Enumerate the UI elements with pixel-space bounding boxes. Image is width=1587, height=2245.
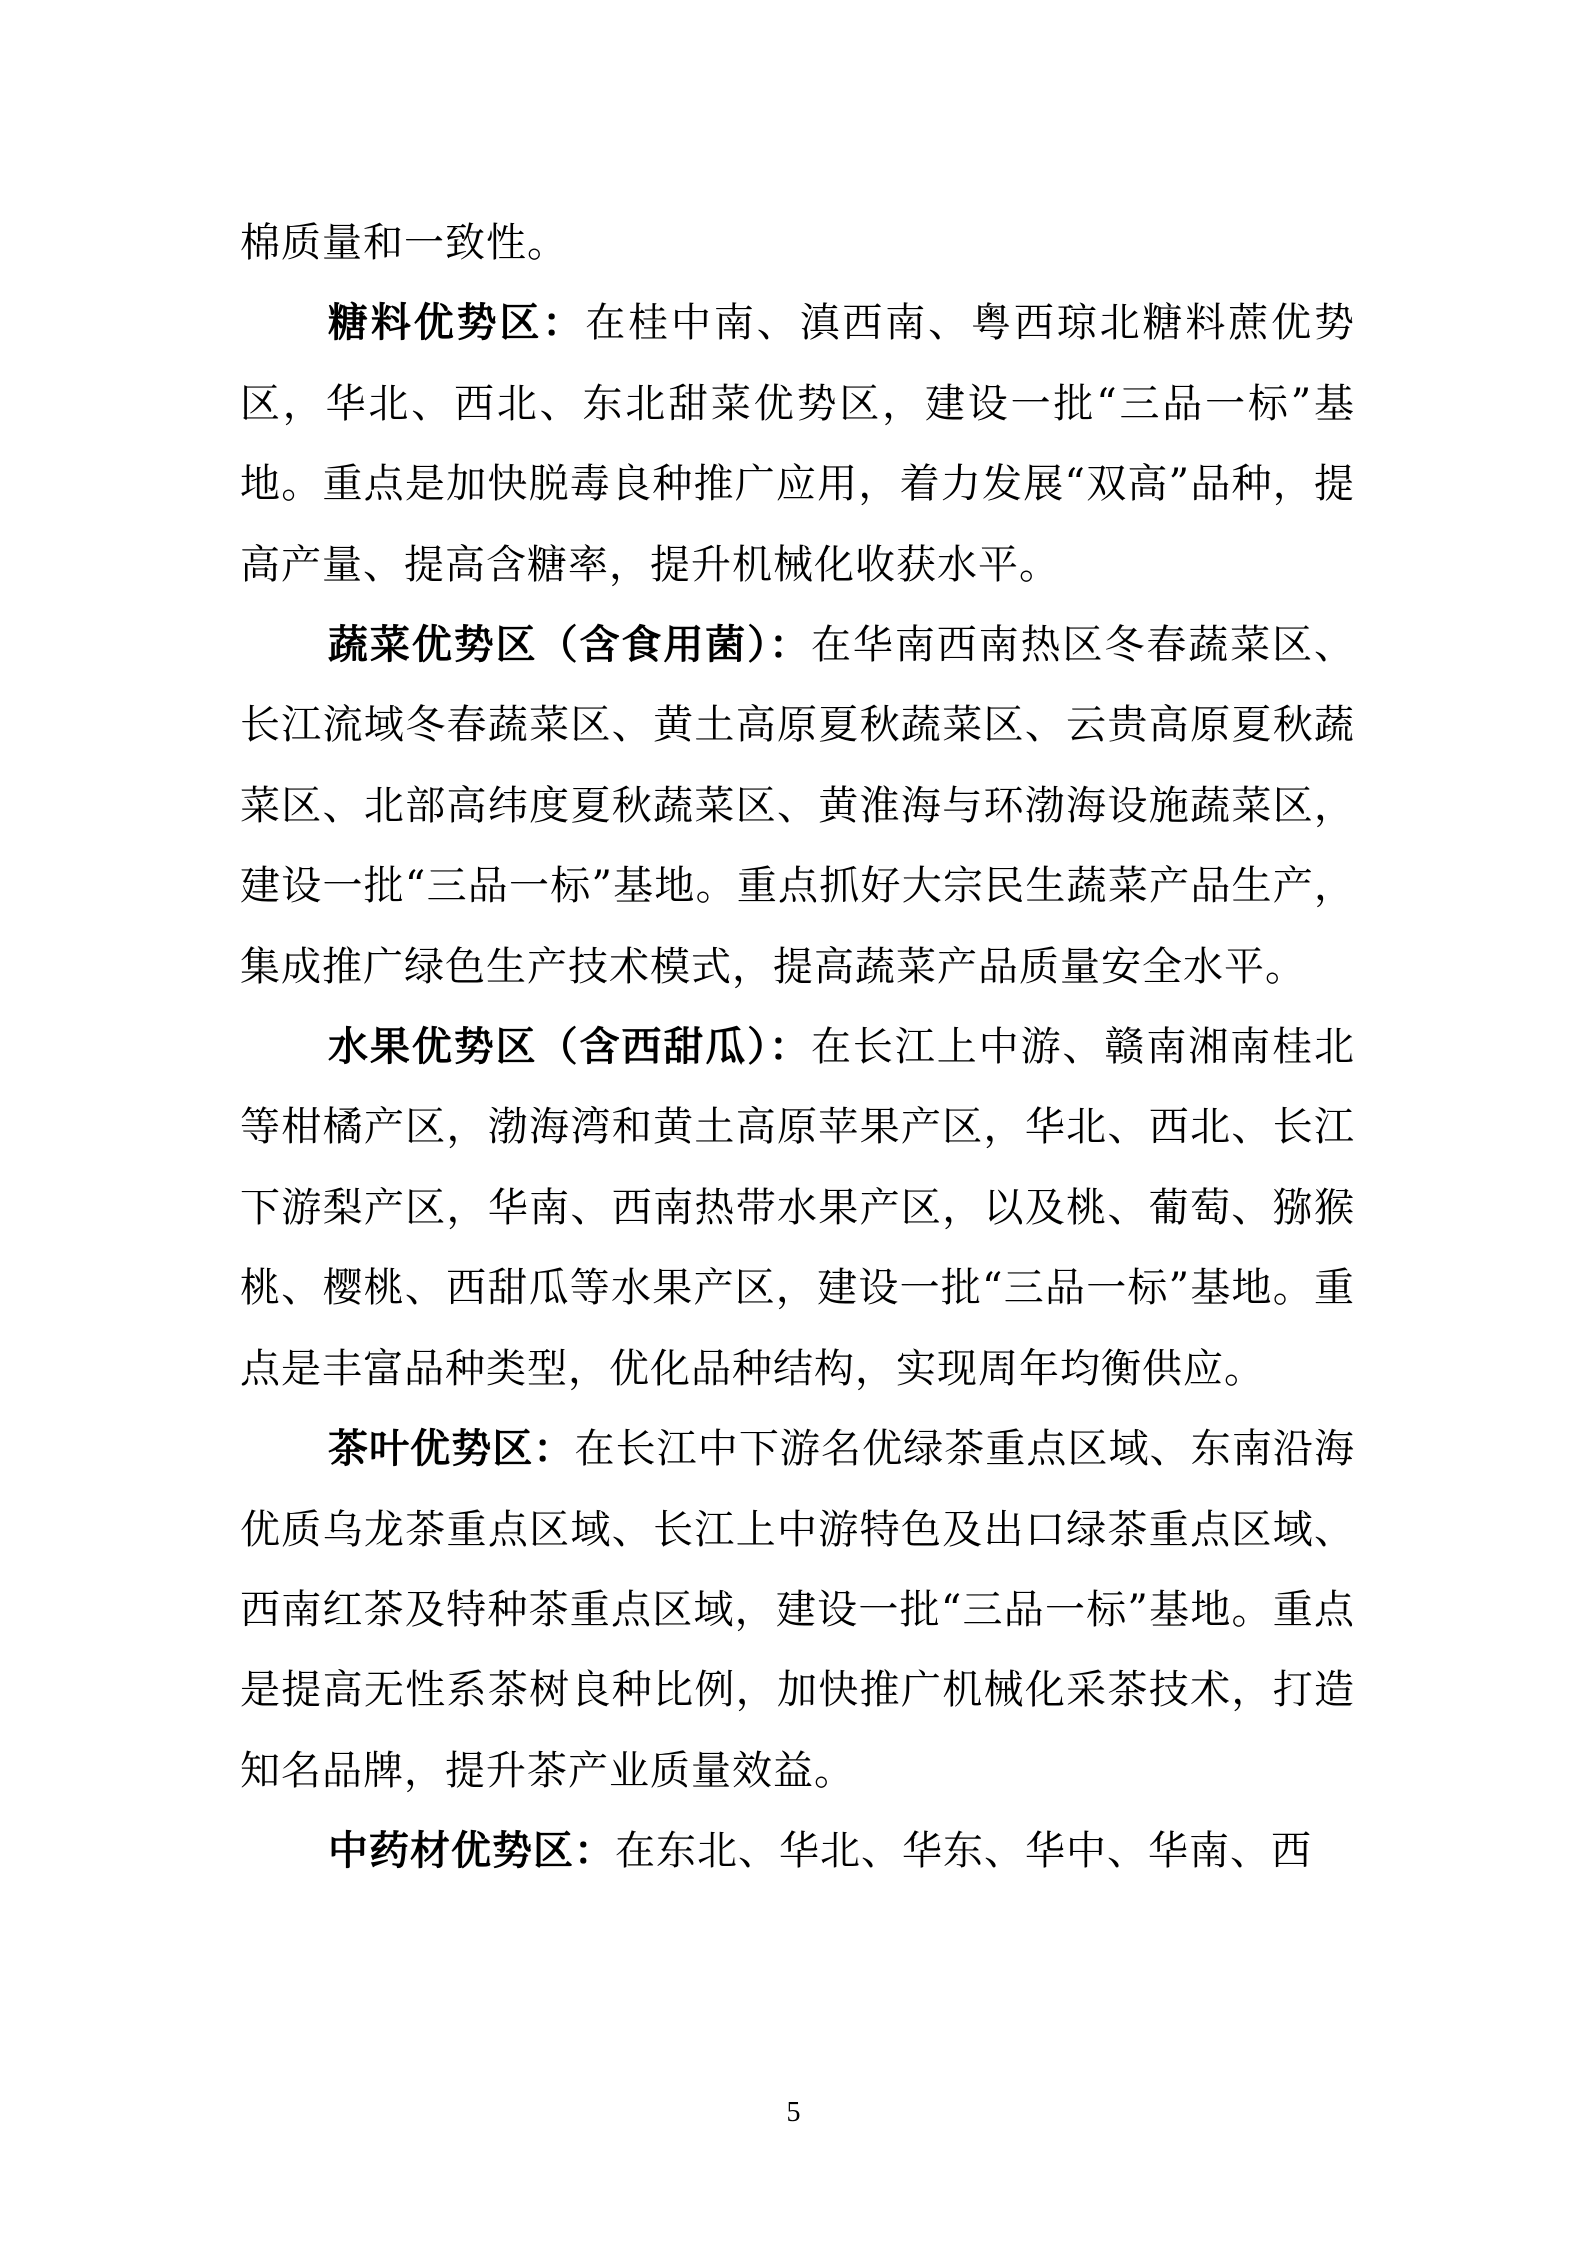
section-text: 在长江中下游名优绿茶重点区域、东南沿海优质乌龙茶重点区域、长江上中游特色及出口绿茶重点区域、西南红茶及特种茶重点区域，建设一批“三品一标”基地。重点是提高无性系茶树良种比例，加快推广机械化采茶技术，打造知名品牌，提升茶产业质量效益。 <box>240 1426 1355 1794</box>
document-page <box>240 203 1355 1892</box>
section-text: 在华南西南热区冬春蔬菜区、长江流域冬春蔬菜区、黄土高原夏秋蔬菜区、云贵高原夏秋蔬菜区、北部高纬度夏秋蔬菜区、黄淮海与环渤海设施蔬菜区，建设一批“三品一标”基地。重点抓好大宗民生蔬菜产品生产，集成推广绿色生产技术模式，提高蔬菜产品质量安全水平。 <box>240 622 1355 990</box>
section-vegetables <box>240 605 1355 1007</box>
section-heading: 蔬菜优势区（含食用菌）： <box>328 621 811 669</box>
section-text: 在桂中南、滇西南、粤西琼北糖料蔗优势区，华北、西北、东北甜菜优势区，建设一批“三品一标”基地。重点是加快脱毒良种推广应用，着力发展“双高”品种，提高产量、提高含糖率，提升机械化收获水平。 <box>240 300 1356 588</box>
section-sugar-crops <box>240 283 1355 605</box>
page-number: 5 <box>786 2097 801 2128</box>
section-text: 在东北、华北、华东、华中、华南、西 <box>615 1828 1312 1875</box>
section-heading: 水果优势区（含西甜瓜）： <box>328 1023 811 1071</box>
section-heading: 糖料优势区： <box>328 299 586 347</box>
section-heading: 茶叶优势区： <box>328 1425 575 1473</box>
section-tea <box>240 1409 1355 1811</box>
section-fruits <box>240 1007 1355 1409</box>
section-heading: 中药材优势区： <box>328 1827 615 1875</box>
section-herbal-medicine <box>240 1811 1355 1891</box>
carryover-paragraph: 棉质量和一致性。 <box>240 220 568 266</box>
section-text: 在长江上中游、赣南湘南桂北等柑橘产区，渤海湾和黄土高原苹果产区，华北、西北、长江下游梨产区，华南、西南热带水果产区，以及桃、葡萄、猕猴桃、樱桃、西甜瓜等水果产区，建设一批“三品一标”基地。重点是丰富品种类型，优化品种结构，实现周年均衡供应。 <box>240 1024 1355 1392</box>
